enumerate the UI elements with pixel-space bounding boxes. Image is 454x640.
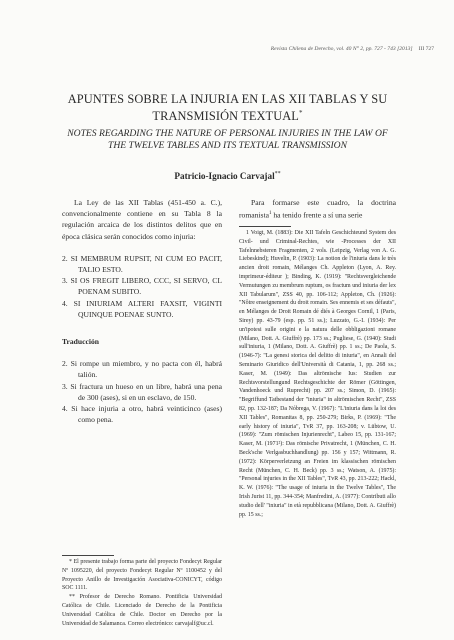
page-number: III 727 (418, 46, 434, 52)
latin-item: 4. SI INIURIAM ALTERI FAXSIT, VIGINTI QUINQUE POENAE SUNTO. (62, 298, 222, 319)
translation-heading: Traducción (62, 337, 99, 347)
body-paragraph: Para formarse este cuadro, la doctrina romanista$^1$ ha tenido frente a sí una serie (239, 198, 396, 220)
title-footnote-mark: * (298, 109, 303, 117)
footnote-double-star: ** Profesor de Derecho Romano. Pontificia Universidad Católica de Chile. Licenciado de Derecho de la Pontificia Universidad Católica de Chile. Doctor en Derecho por la Universidad de Salamanca. Correo electrónico: carvajalf@uc.cl. (62, 594, 222, 627)
latin-item: 3. SI OS FREGIT LIBERO, CCC, SI SERVO, CL POENAM SUBITO. (62, 276, 222, 297)
footnote-rule-right (239, 226, 291, 227)
left-column (62, 197, 222, 425)
article-title (60, 92, 395, 123)
english-title: NOTES REGARDING THE NATURE OF PERSONAL INJURIES IN THE LAW OF THE TWELVE TABLES AND ITS TEXTUAL TRANSMISSION (67, 128, 388, 151)
latin-item: 2. SI MEMBRUM RUPSIT, NI CUM EO PACIT, TALIO ESTO. (62, 253, 222, 275)
journal-citation: Revista Chilena de Derecho, vol. 40 N° 2, pp. 727 - 743 [2013] (270, 46, 413, 52)
footnote-ref: 1 (268, 211, 272, 217)
author-name (60, 171, 395, 181)
footnote-1: 1 Voigt, M. (1883): Die XII Tafeln Geschichteund System des Civil- und Criminal-Rechtes, wie -Processes der XII Tafelnnebsteren Fragmenten, 2 vols. (Leipzig, Verlag von A. G. Liebeskind); Huvelin, P. (1903): La notion de l'iniuria dans le très ancien droit romain, Mélanges Ch. Appleton (Lyon, A. Rey. imprimeur-éditeur ); Binding, K. (1919): "Rechtsvergleichende Vermutungen zu membrum ruptum, os fractum und iniuria der lex XII Tabularum", ZSS 40, pp. 106-112; Appleton, Ch. (1926): "Nôtre enseignement du droit romain. Ses ennemis et ses défauts", en Mélanges de Droit Romain dé diés à Georges Cornil, 1 (Paris, Sirey) pp. 43-79 (esp. pp. 51 ss.); Luzzato, G.-I. (1934): Per un'ipotesi sulle origini e la natura delle obbligazioni romane (Milano, Dott. A. Giuffrè) pp. 173 ss.; Pugliese, G. (1940): Studi sull'iniuria, 1 (Milano, Dott. A. Giuffrè) pp. 1 ss.; De Paola, S. (1946-7): "La genesi storica del delitto di iniuria", en Annali del Seminario Giuridico dell'Università di Catania, 1, pp. 268 ss.; Kaser, M. (1949): Das altrömische Ius: Studien zur Rechtsvorstellungund Rechtsgeschichte der Römer (Göttingen, Vandenhoeck und Ruprecht) pp. 207 ss.; Simon, D. (1965): "Begriffund Tatbestand der "iniuria" in altrömischen Recht", ZSS 82, pp. 132-187; Da Nóbrega, V. (1967): "L'iniuria dans la loi des XII Tables", Romanitas 8, pp. 250-279; Birks, P. (1969): "The early history of iniuria", TvR 37, pp. 163-208; v. Lübtow, U. (1969): "Zum römischen Injurienrecht", Labeo 15, pp. 131-167; Kaser, M. (1971²): Das römische Privatrecht, 1 (München, C. H. Beck'sche Verlgasbuchhandlung) pp. 156 y 157; Wittmann, R. (1972): Körperverletzung an Freien im klassischen römischen Recht (München, C. H. Beck) pp. 3 ss.; Watson, A. (1975): "Personal injuries in the XII Tables", TvR 43, pp. 213-222; Hackl, K. W. (1976): "The usage of iniuria in the Twelve Tables", The Irish Jurist 11, pp. 344-354; Manfredini, A. (1977): Contributi allo studio dell' "iniuria" in età repubblicana (Milano, Dott. A. Giuffrè) pp. 15 ss.; (239, 230, 396, 518)
article-title-text: APUNTES SOBRE LA INJURIA EN LAS XII TABLAS Y SU TRANSMISIÓN TEXTUAL (67, 92, 388, 124)
footnote-rule-left (62, 555, 114, 556)
translation-item: 3. Si fractura un hueso en un libre, habrá una pena de 300 (ases), si en un esclavo, de 150. (62, 381, 222, 402)
latin-text-list (62, 253, 222, 320)
footnote-star: * El presente trabajo forma parte del proyecto Fondecyt Regular Nº 1095220, del proyecto Fondecyt Regular Nº 1100452 y del Proyecto Anillo de Investigación Asociativa-CONICYT, código SOC 1111. (62, 559, 222, 592)
right-column (239, 197, 396, 221)
translation-list (62, 358, 222, 425)
author-footnote-mark: ** (274, 171, 281, 177)
translation-item: 4. Si hace injuria a otro, habrá veinticinco (ases) como pena. (62, 404, 222, 425)
footnotes-left (62, 558, 222, 628)
author-name-text: Patricio-Ignacio Carvajal (174, 171, 275, 182)
intro-paragraph: La Ley de las XII Tablas (451-450 a. C.), convencionalmente contiene en su Tabla 8 la regulación arcaica de los distintos delitos que en época clásica serán conocidos como injuria: (62, 198, 222, 241)
translation-item: 2. Si rompe un miembro, y no pacta con él, habrá talión. (62, 359, 222, 380)
running-header (271, 46, 434, 52)
